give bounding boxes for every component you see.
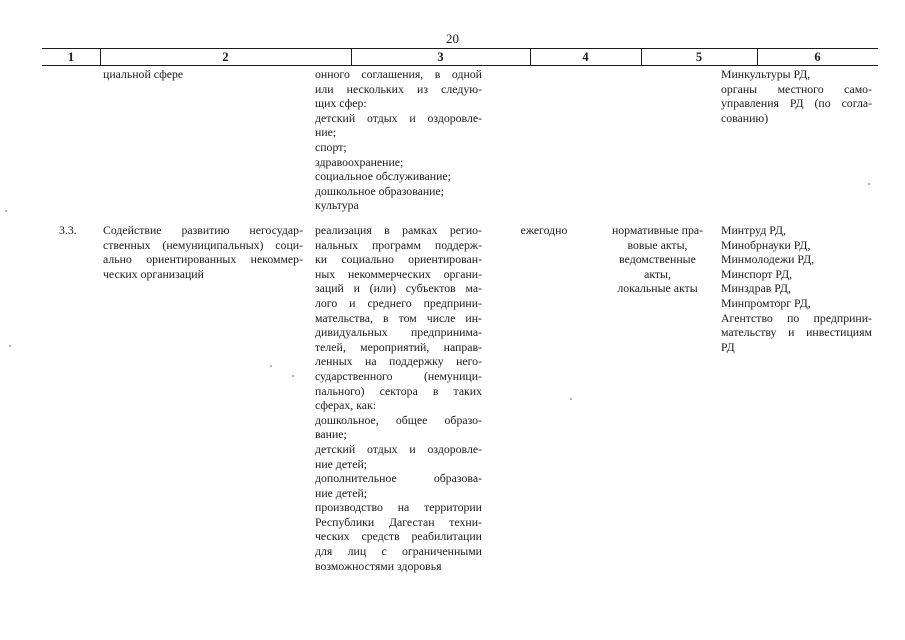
text-line: возможностями здоровья bbox=[315, 558, 442, 573]
text-line: культура bbox=[315, 198, 359, 213]
text-line: ние детей; bbox=[315, 456, 368, 471]
text-line: ально ориентированных некоммер- bbox=[103, 252, 303, 267]
scan-speck bbox=[292, 375, 294, 377]
text-line: вовые акты, bbox=[627, 237, 688, 252]
row-33-executors-cell bbox=[721, 223, 872, 354]
text-line: ных некоммерческих органи- bbox=[315, 266, 482, 281]
row-number: 3.3. bbox=[59, 223, 77, 237]
text-line: мательству и инвестициям bbox=[721, 325, 872, 340]
header-col-2: 2 bbox=[100, 49, 352, 65]
text-line: ческих организаций bbox=[103, 266, 204, 281]
text-line: сферах, как: bbox=[315, 398, 376, 413]
header-col-4: 4 bbox=[530, 49, 642, 65]
row-33-form-cell bbox=[600, 223, 715, 296]
text-line: или нескольких из следую- bbox=[315, 81, 482, 96]
text-line: локальные акты bbox=[617, 281, 698, 296]
text-line: производство на территории bbox=[315, 500, 482, 515]
text-line: онного соглашения, в одной bbox=[315, 67, 482, 81]
prev-row-executors-cell bbox=[721, 67, 872, 125]
text-line: дошкольное, общее образо- bbox=[315, 412, 482, 427]
text-line: реализация в рамках регио- bbox=[315, 223, 482, 237]
text-line: нормативные пра- bbox=[611, 223, 704, 237]
text-line: детский отдых и оздоровле- bbox=[315, 441, 482, 456]
row-33-measure-cell bbox=[315, 223, 482, 573]
text-line: для лиц с ограниченными bbox=[315, 544, 482, 559]
text-line: социальное обслуживание; bbox=[315, 169, 451, 184]
text-line: РД bbox=[721, 339, 735, 354]
text-line: дошкольное образование; bbox=[315, 183, 444, 198]
text-line: Республики Дагестан техни- bbox=[315, 514, 482, 529]
header-col-5: 5 bbox=[641, 49, 758, 65]
scan-speck bbox=[270, 365, 272, 367]
text-line: Минмолодежи РД, bbox=[721, 252, 815, 267]
text-line: Минпромторг РД, bbox=[721, 295, 811, 310]
text-line: ние; bbox=[315, 125, 337, 140]
text-line: Содействие развитию негосудар- bbox=[103, 223, 303, 237]
text-line: спорт; bbox=[315, 139, 347, 154]
text-line: ведомственные bbox=[619, 252, 696, 267]
scan-speck bbox=[570, 398, 572, 400]
text-line: ленных на поддержку него- bbox=[315, 354, 482, 369]
header-col-1: 1 bbox=[42, 49, 101, 65]
text-line: здравоохранение; bbox=[315, 154, 404, 169]
text-line: детский отдых и оздоровле- bbox=[315, 110, 482, 125]
text-line: дивидуальных предпринима- bbox=[315, 325, 482, 340]
header-col-3: 3 bbox=[351, 49, 531, 65]
text-line: Минздрав РД, bbox=[721, 281, 791, 296]
table-header bbox=[42, 48, 878, 66]
row-33-deadline-cell: ежегодно bbox=[520, 223, 568, 237]
text-line: ки социально ориентирован- bbox=[315, 252, 482, 267]
text-line: Агентство по предприни- bbox=[721, 310, 872, 325]
text-line: нальных программ поддерж- bbox=[315, 237, 482, 252]
scan-speck bbox=[5, 210, 7, 212]
text-line: акты, bbox=[644, 266, 671, 281]
text-line: дополнительное образова- bbox=[315, 471, 482, 486]
text-line: управления РД (по согла- bbox=[721, 96, 872, 111]
text-line: лого и среднего предприни- bbox=[315, 295, 482, 310]
text-line: Минобрнауки РД, bbox=[721, 237, 811, 252]
text-line: ческих средств реабилитации bbox=[315, 529, 482, 544]
text-line: ние детей; bbox=[315, 485, 368, 500]
page-number: 20 bbox=[446, 31, 459, 46]
text-line: ственных (немуниципальных) соци- bbox=[103, 237, 303, 252]
text-line: телей, мероприятий, направ- bbox=[315, 339, 482, 354]
row-33-task-cell bbox=[103, 223, 303, 281]
text-line: заций и (или) субъектов ма- bbox=[315, 281, 482, 296]
text-line: Минкультуры РД, bbox=[721, 67, 811, 81]
text-line: Минтруд РД, bbox=[721, 223, 786, 237]
scan-speck bbox=[9, 345, 11, 347]
prev-row-task-cell bbox=[103, 67, 303, 82]
text-line: сованию) bbox=[721, 110, 769, 125]
text-line: мательства, в том числе ин- bbox=[315, 310, 482, 325]
text-line: пального) сектора в таких bbox=[315, 383, 482, 398]
text-line: органы местного само- bbox=[721, 81, 872, 96]
text-line: вание; bbox=[315, 427, 347, 442]
text-line: циальной сфере bbox=[103, 67, 184, 81]
prev-row-measure-cell bbox=[315, 67, 482, 213]
header-col-6: 6 bbox=[814, 50, 821, 64]
text-line: сударственного (немуници- bbox=[315, 368, 482, 383]
text-line: Минспорт РД, bbox=[721, 266, 793, 281]
scan-speck bbox=[868, 183, 870, 185]
text-line: щих сфер: bbox=[315, 96, 367, 111]
